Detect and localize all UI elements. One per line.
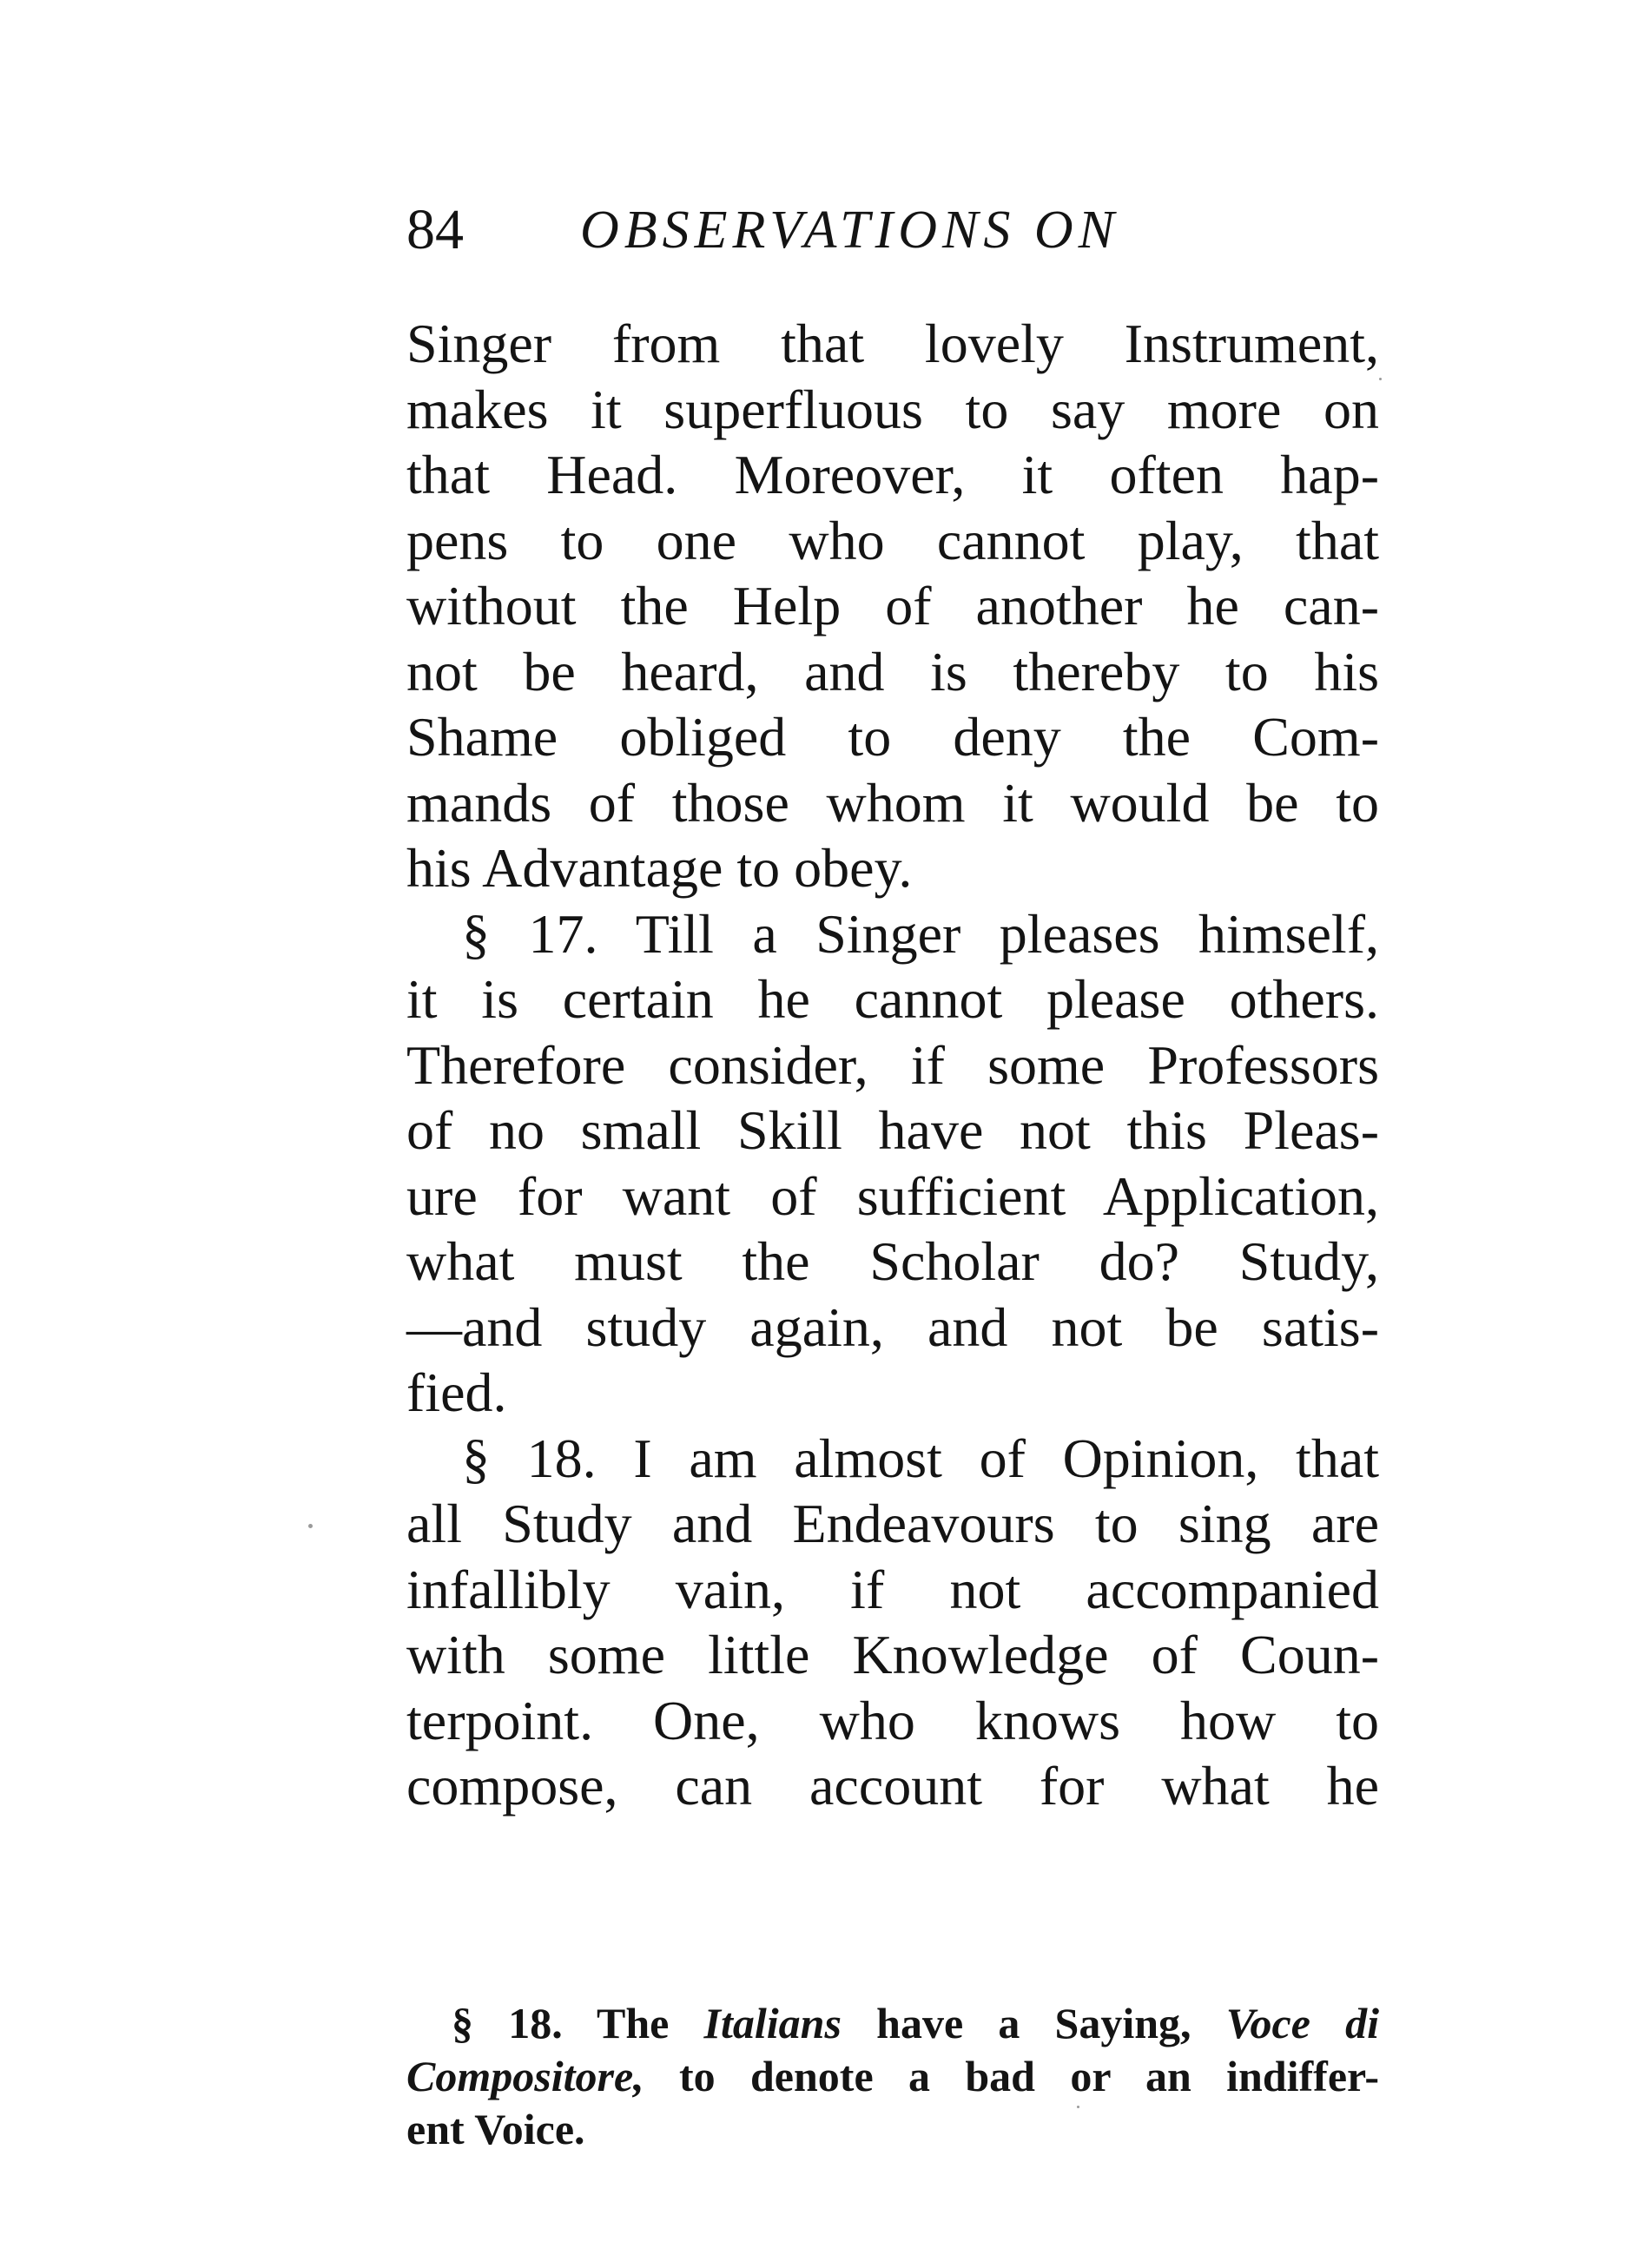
text-line: ure for want of sufficient Application, xyxy=(406,1164,1379,1227)
footnote-italic-text: Voce di xyxy=(1225,1999,1380,2047)
body-text xyxy=(406,311,1379,1819)
text-line: it is certain he cannot please others. xyxy=(406,968,1379,1030)
text-line: without the Help of another he can- xyxy=(406,575,1379,636)
text-line: —and study again, and not be satis- xyxy=(406,1296,1379,1358)
text-line: his Advantage to obey. xyxy=(406,837,913,899)
scan-speck xyxy=(308,1524,313,1528)
section-17-heading-line: § 17. Till a Singer pleases himself, xyxy=(462,902,1379,965)
footnote-text: have a Saying, xyxy=(876,1999,1191,2047)
text-line: makes it superfluous to say more on xyxy=(406,378,1379,440)
footnote-italic-text: Italians xyxy=(703,1999,842,2047)
footnote-text: to denote a bad or an indiffer- xyxy=(679,2052,1379,2100)
footnote-text: § 18. The xyxy=(452,1999,670,2047)
text-line: Shame obliged to deny the Com- xyxy=(406,706,1379,768)
page-number: 84 xyxy=(406,198,464,261)
text-line: not be heard, and is thereby to his xyxy=(406,640,1379,702)
text-line: all Study and Endeavours to sing are xyxy=(406,1493,1379,1554)
text-line: with some little Knowledge of Coun- xyxy=(406,1624,1379,1685)
text-line: compose, can account for what he xyxy=(406,1755,1379,1816)
scan-speck xyxy=(1077,2106,1079,2108)
footnote-line xyxy=(406,1997,1379,2050)
text-line: terpoint. One, who knows how to xyxy=(406,1689,1379,1751)
footnote xyxy=(406,1997,1379,2156)
text-line: Singer from that lovely Instrument, xyxy=(406,313,1379,374)
text-line: mands of those whom it would be to xyxy=(406,771,1379,834)
footnote-italic-text: Compositore, xyxy=(406,2052,644,2100)
text-line: of no small Skill have not this Pleas- xyxy=(406,1099,1379,1161)
text-line: infallibly vain, if not accompanied xyxy=(406,1558,1379,1620)
footnote-line: ent Voice. xyxy=(406,2105,585,2153)
text-line: fied. xyxy=(406,1361,507,1423)
text-line: that Head. Moreover, it often hap- xyxy=(406,444,1379,505)
running-header xyxy=(406,191,1362,269)
footnote-line xyxy=(406,2050,1379,2103)
running-title: OBSERVATIONS ON xyxy=(580,201,1119,260)
text-line: pens to one who cannot play, that xyxy=(406,509,1379,571)
text-line: Therefore consider, if some Professors xyxy=(406,1033,1379,1096)
scan-speck xyxy=(1379,378,1382,380)
section-18-heading-line: § 18. I am almost of Opinion, that xyxy=(462,1427,1379,1489)
text-line: what must the Scholar do? Study, xyxy=(406,1230,1379,1292)
